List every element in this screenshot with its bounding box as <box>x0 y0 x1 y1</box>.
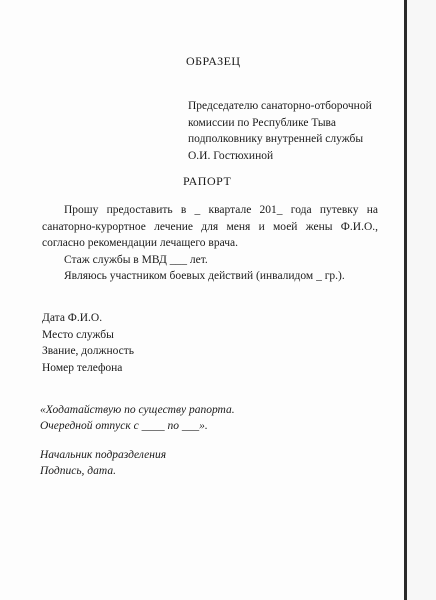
document-title: ОБРАЗЕЦ <box>186 54 241 68</box>
body-line: санаторно-курортное лечение для меня и моей жены Ф.И.О., <box>42 220 378 233</box>
signature-line: Подпись, дата. <box>40 465 116 477</box>
body-line: Стаж службы в МВД ___ лет. <box>64 253 208 266</box>
detail-line: Дата Ф.И.О. <box>42 312 103 324</box>
addressee-block <box>188 98 372 164</box>
report-body <box>42 202 378 285</box>
body-line: Прошу предоставить в _ квартале 201_ года путевку на <box>64 204 378 216</box>
body-line: Являюсь участником боевых действий (инвалидом _ гр.). <box>64 270 345 282</box>
document-type-heading: РАПОРТ <box>183 174 232 188</box>
addressee-line: О.И. Гостюхиной <box>188 149 274 162</box>
supervisor-resolution <box>40 402 235 434</box>
supervisor-signature <box>40 447 166 479</box>
addressee-line: подполковнику внутренней службы <box>188 133 364 145</box>
resolution-line: «Ходатайствую по существу рапорта. <box>40 404 235 416</box>
detail-line: Номер телефона <box>42 361 123 374</box>
signature-line: Начальник подразделения <box>40 449 167 461</box>
addressee-line: комиссии по Республике Тыва <box>188 116 336 129</box>
applicant-details <box>42 310 134 376</box>
detail-line: Место службы <box>42 328 114 341</box>
body-line: согласно рекомендации лечащего врача. <box>42 237 238 249</box>
addressee-line: Председателю санаторно-отборочной <box>188 100 372 112</box>
detail-line: Звание, должность <box>42 345 135 357</box>
scan-edge-margin <box>407 0 436 600</box>
resolution-line: Очередной отпуск с ____ по ___». <box>40 420 208 432</box>
